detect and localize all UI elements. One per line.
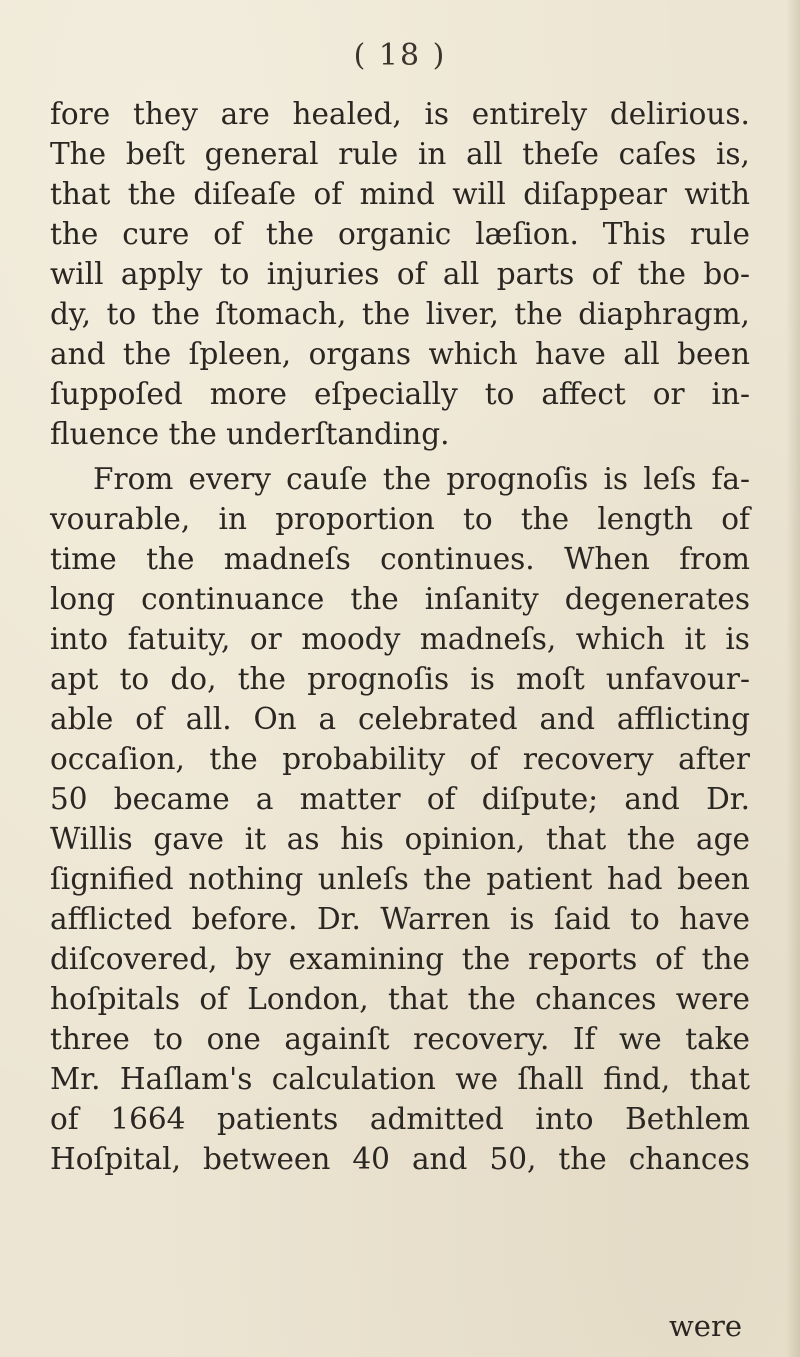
text-line: the cure of the organic læſion. This rule — [50, 217, 750, 251]
text-line: Mr. Haſlam's calculation we ſhall find, that — [50, 1062, 750, 1096]
text-line: fluence the underſtanding. — [50, 417, 450, 451]
text-line: fore they are healed, is entirely delirious. — [50, 97, 750, 131]
paragraph-2 — [50, 459, 750, 1179]
text-line: able of all. On a celebrated and afflicting — [50, 702, 750, 736]
text-line: vourable, in proportion to the length of — [50, 502, 750, 536]
text-line: From every cauſe the prognoſis is leſs fa- — [93, 462, 750, 496]
text-line: time the madneſs continues. When from — [50, 542, 750, 576]
text-line: and the ſpleen, organs which have all been — [50, 337, 750, 371]
text-line: will apply to injuries of all parts of the bo- — [50, 257, 750, 291]
text-line: Hoſpital, between 40 and 50, the chances — [50, 1142, 750, 1176]
text-line: that the diſeaſe of mind will diſappear with — [50, 177, 750, 211]
text-line: apt to do, the prognoſis is moſt unfavour- — [50, 662, 750, 696]
text-line: three to one againſt recovery. If we take — [50, 1022, 750, 1056]
text-line: afflicted before. Dr. Warren is ſaid to have — [50, 902, 750, 936]
text-line: Willis gave it as his opinion, that the age — [50, 822, 750, 856]
text-line: hoſpitals of London, that the chances were — [50, 982, 750, 1016]
page-edge-shadow — [786, 0, 800, 1357]
catchword: were — [668, 1309, 742, 1343]
text-line: dy, to the ſtomach, the liver, the diaphragm, — [50, 297, 750, 331]
text-line: of 1664 patients admitted into Bethlem — [50, 1102, 750, 1136]
text-line: The beſt general rule in all theſe caſes is, — [50, 137, 750, 171]
text-line: ſignified nothing unleſs the patient had been — [50, 862, 750, 896]
text-line: 50 became a matter of diſpute; and Dr. — [50, 782, 750, 816]
text-line: long continuance the inſanity degenerates — [50, 582, 750, 616]
text-line: diſcovered, by examining the reports of the — [50, 942, 750, 976]
text-line: ſuppoſed more eſpecially to affect or in- — [50, 377, 750, 411]
text-line: into fatuity, or moody madneſs, which it is — [50, 622, 750, 656]
page-number-header: ( 18 ) — [353, 38, 447, 73]
paragraph-1 — [50, 94, 750, 454]
text-line: occaſion, the probability of recovery after — [50, 742, 750, 776]
